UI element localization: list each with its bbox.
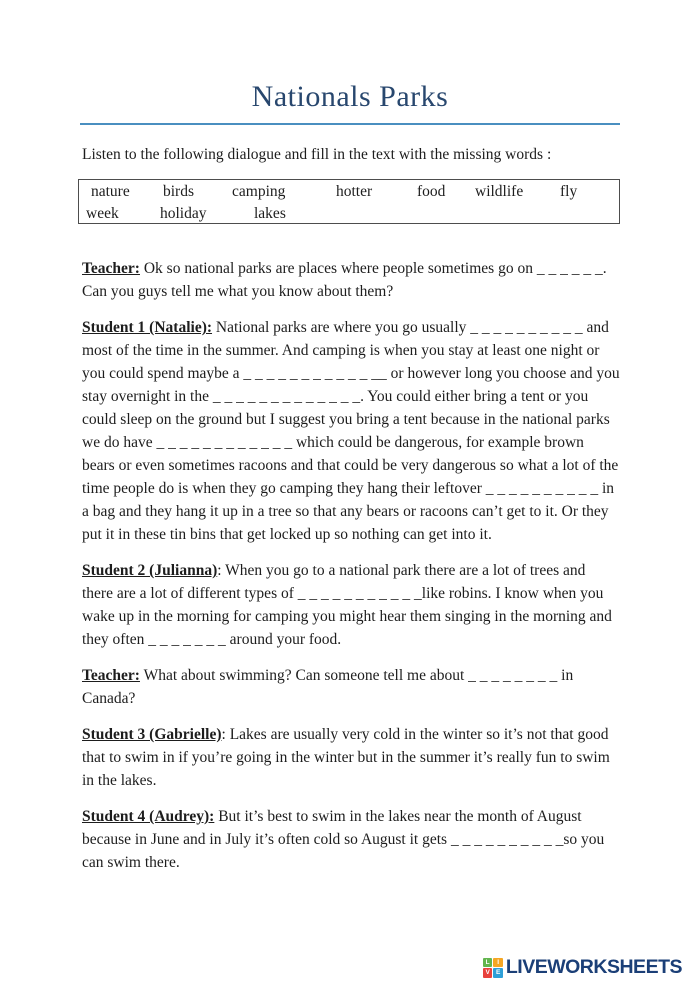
dialogue-text: When you go to a national park there are a lot of trees and there are a lot of different types of _ _ _ _ _ _ _ _ _ _ _like robins. I know when you wake up in the morning for camping you might hear them singing in the morning and they often _ _ _ _ _ _ _ around your food. [82,562,612,648]
word-bank-item: birds [163,183,194,200]
word-bank-item: wildlife [475,183,524,200]
logo-square-blue: E [493,968,503,978]
word-bank-item: camping [232,183,286,200]
speaker-label: Student 1 (Natalie): [82,319,213,336]
dialogue-text: But it’s best to swim in the lakes near the month of August because in June and in July it’s often cold so August it gets _ _ _ _ _ _ _ _ _ _so you can swim there. [82,808,605,871]
speaker-label: Teacher: [82,260,140,277]
dialogue-paragraph-teacher-2 [82,664,620,710]
word-bank-item: fly [560,183,578,200]
title-divider [80,123,620,125]
word-bank-box [78,179,620,224]
page-title: Nationals Parks [251,80,449,113]
dialogue-paragraph-student-1 [82,316,620,546]
brand-wordmark: LIVEWORKSHEETS [505,956,682,978]
instruction-text: Listen to the following dialogue and fill in the text with the missing words : [82,146,552,163]
dialogue-paragraph-teacher-1 [82,257,620,303]
word-bank-item: nature [91,183,130,200]
dialogue-text: Lakes are usually very cold in the winter so it’s not that good that to swim in if you’re going in the winter but in the summer it’s really fun to swim in the lakes. [82,726,610,789]
dialogue-text: Ok so national parks are places where people sometimes go on _ _ _ _ _ _. Can you guys tell me what you know about them? [82,260,607,300]
dialogue-paragraph-student-2 [82,559,620,651]
speaker-label: Student 3 (Gabrielle) [82,726,222,743]
dialogue-paragraph-student-4 [82,805,620,874]
word-bank-item: week [86,205,119,222]
speaker-colon: : [217,562,222,579]
word-bank-item: hotter [336,183,373,200]
dialogue-paragraph-student-3 [82,723,620,792]
logo-square-green: L [483,958,493,968]
dialogue-text: National parks are where you go usually _ _ _ _ _ _ _ _ _ _ and most of the time in the summer. And camping is when you stay at least one night or you could spend maybe a _ _ _ _ _ _ _ _ _ _ _ __ or however long you choose and you stay overnight in the _ _ _ _ _ _ _ _ _ _ _ _ _. You could either bring a tent or you could sleep on the ground but I suggest you bring a tent because in the national parks we do have _ _ _ _ _ _ _ _ _ _ _ _ which could be dangerous, for example brown bears or even sometimes racoons and that could be very dangerous so what a lot of the time people do is when they go camping they hang their leftover _ _ _ _ _ _ _ _ _ _ in a bag and they hang it up in a tree so that any bears or racoons can’t get to it. Or they put it in these tin bins that get locked up so nothing can get into it. [82,319,620,543]
liveworksheets-brand [483,956,682,979]
liveworksheets-logo-icon [483,958,503,978]
speaker-label: Student 2 (Julianna) [82,562,218,579]
logo-square-yellow: I [493,958,503,968]
speaker-label: Teacher: [82,667,140,684]
speaker-colon: : [221,726,226,743]
logo-square-red: V [483,968,493,978]
speaker-label: Student 4 (Audrey): [82,808,215,825]
dialogue-text: What about swimming? Can someone tell me about _ _ _ _ _ _ _ _ in Canada? [82,667,574,707]
word-bank-item: lakes [254,205,286,222]
word-bank-item: holiday [160,205,207,222]
dialogue-section [0,257,700,874]
word-bank-item: food [417,183,446,200]
